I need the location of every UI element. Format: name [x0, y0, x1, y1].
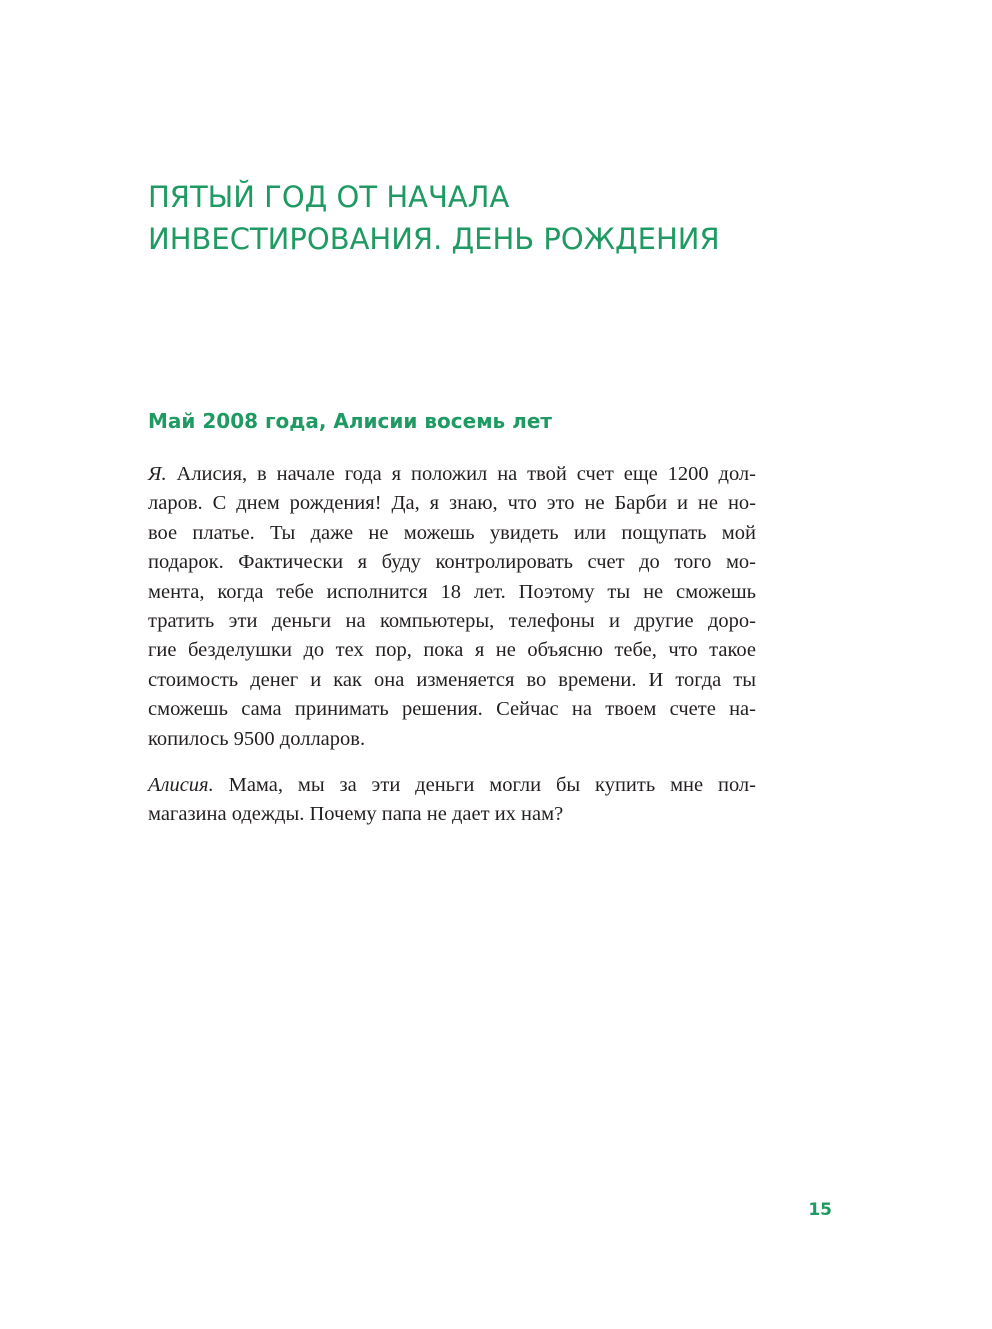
chapter-title	[148, 176, 788, 260]
paragraph-alicia	[148, 771, 756, 830]
paragraph-line: тратить эти деньги на компьютеры, телефоны и другие доро-	[148, 609, 756, 632]
section-heading	[148, 406, 552, 436]
paragraph-line: гие безделушки до тех пор, пока я не объясню тебе, что такое	[148, 639, 756, 662]
page-number: 15	[808, 1200, 832, 1220]
paragraph-line: копилось 9500 долларов.	[148, 727, 366, 750]
paragraph-line: вое платье. Ты даже не можешь увидеть или пощупать мой	[148, 521, 756, 544]
paragraph-line-text: Мама, мы за эти деньги могли бы купить мне пол-	[213, 774, 756, 796]
paragraph-line-text: Алисия, в начале года я положил на твой счет еще 1200 дол-	[166, 463, 756, 485]
chapter-title-line-1: ПЯТЫЙ ГОД ОТ НАЧАЛА	[148, 180, 510, 214]
paragraph-line	[148, 460, 756, 489]
paragraph-line: магазина одежды. Почему папа не дает их нам?	[148, 803, 564, 826]
paragraph-line: мента, когда тебе исполнится 18 лет. Поэтому ты не сможешь	[148, 580, 756, 603]
paragraph-line: подарок. Фактически я буду контролировать счет до того мо-	[148, 551, 756, 574]
paragraph-line: ларов. С днем рождения! Да, я знаю, что это не Барби и не но-	[148, 492, 756, 515]
paragraph-narrator	[148, 460, 756, 754]
section-date: Май 2008 года,	[148, 409, 327, 433]
chapter-title-line-2: ИНВЕСТИРОВАНИЯ. ДЕНЬ РОЖДЕНИЯ	[148, 222, 720, 256]
section-subtitle: Алисии восемь лет	[333, 409, 552, 433]
paragraph-line	[148, 771, 756, 800]
paragraph-line: стоимость денег и как она изменяется во времени. И тогда ты	[148, 668, 756, 691]
paragraph-line: сможешь сама принимать решения. Сейчас на твоем счете на-	[148, 698, 756, 721]
speaker-label: Я.	[148, 463, 167, 485]
speaker-label: Алисия.	[148, 774, 214, 796]
